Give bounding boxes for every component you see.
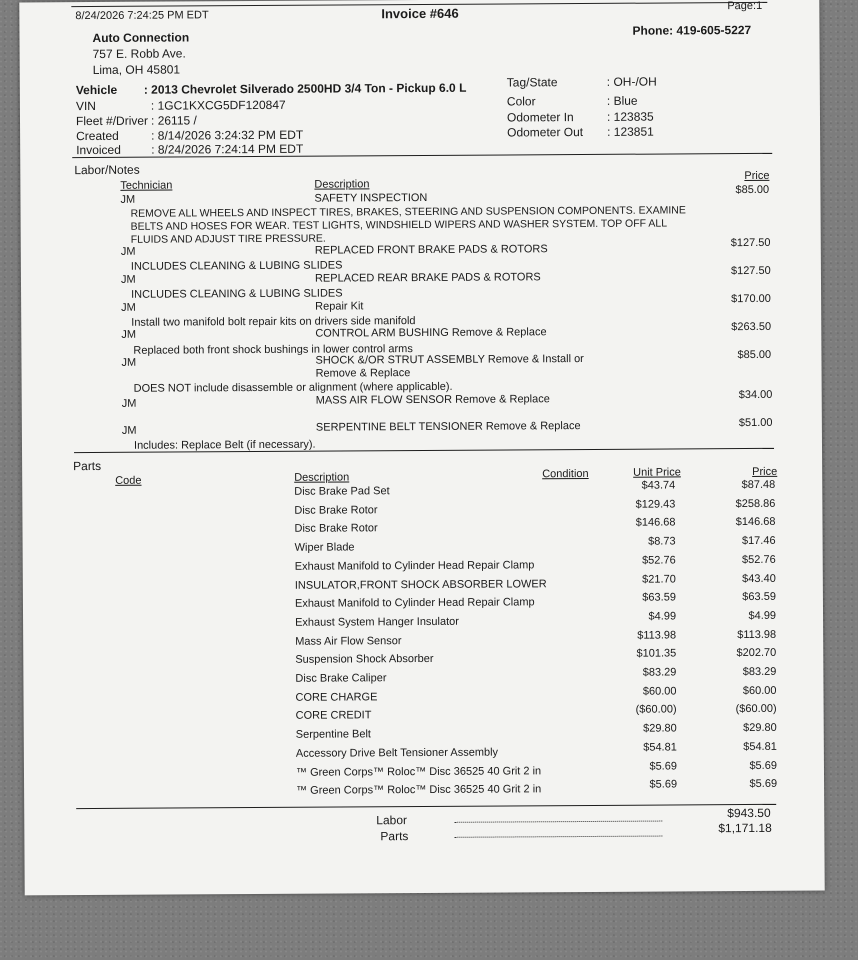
labor-description: REPLACED FRONT BRAKE PADS & ROTORS [314,243,548,257]
part-price: $60.00 [742,684,777,697]
parts-col-price: Price [752,465,778,478]
vin-value: : 1GC1KXCG5DF120847 [150,97,286,113]
part-unit-price: $54.81 [643,741,677,754]
color-value: : Blue [606,93,638,108]
part-description: Suspension Shock Absorber [295,653,434,667]
part-price: $52.76 [742,553,776,566]
part-price: $4.99 [748,609,777,622]
labor-description: SHOCK &/OR STRUT ASSEMBLY Remove & Install or [315,353,584,367]
odometer-in-label: Odometer In [506,110,574,125]
labor-description: REPLACED REAR BRAKE PADS & ROTORS [314,271,541,285]
shop-name: Auto Connection [92,30,190,46]
odometer-out-value: : 123851 [607,124,654,139]
labor-technician: JM [121,301,136,314]
part-unit-price: $4.99 [648,610,677,623]
shop-address-line2: Lima, OH 45801 [92,62,181,78]
part-unit-price: $113.98 [637,629,677,642]
parts-col-unit-price: Unit Price [633,466,681,479]
odometer-in-value: : 123835 [606,109,654,124]
labor-technician: JM [121,356,137,369]
part-description: Accessory Drive Belt Tensioner Assembly [295,746,499,760]
labor-description: MASS AIR FLOW SENSOR Remove & Replace [315,393,550,407]
vin-label: VIN [75,98,96,114]
odometer-out-label: Odometer Out [507,125,584,140]
part-unit-price: $60.00 [642,685,677,698]
fleet-label: Fleet #/Driver [75,113,149,129]
print-datetime: 8/24/2026 7:24:25 PM EDT [75,9,209,23]
parts-divider [76,804,776,809]
fleet-value: : 26115 / [150,113,197,128]
labor-note: REMOVE ALL WHEELS AND INSPECT TIRES, BRAKES, STEERING AND SUSPENSION COMPONENTS. EXAMINE BELTS AND HOSES FOR WEAR. TEST LIGHTS, WINDSHIELD WIPERS AND WASHER SYSTEM. TOP OFF ALL FLUIDS AND ADJUST TIRE PRESSURE. [130,204,686,246]
parts-total-value: $1,171.18 [718,820,772,836]
labor-technician: JM [121,424,137,437]
part-description: Wiper Blade [294,541,355,554]
part-description: Mass Air Flow Sensor [295,634,402,648]
vehicle-label: Vehicle [75,82,118,98]
labor-price: $85.00 [735,183,770,197]
parts-section-title: Parts [73,458,102,474]
part-unit-price: $5.69 [649,759,677,773]
labor-description: CONTROL ARM BUSHING Remove & Replace [315,326,547,340]
labor-note: DOES NOT include disassemble or alignment (where applicable). [133,380,453,395]
labor-technician: JM [121,397,137,410]
invoiced-value: : 8/24/2026 7:24:14 PM EDT [151,141,304,157]
invoice-number: Invoice #646 [381,5,459,22]
part-description: Serpentine Belt [295,728,372,741]
part-description: Disc Brake Caliper [295,672,387,685]
part-price: ($60.00) [735,703,777,716]
parts-col-code: Code [115,474,142,487]
labor-note: INCLUDES CLEANING & LUBING SLIDES [130,259,343,273]
labor-technician: JM [120,273,136,286]
labor-technician: JM [120,193,136,206]
vehicle-value: : 2013 Chevrolet Silverado 2500HD 3/4 Ton - Pickup 6.0 L [143,80,467,97]
labor-price: $85.00 [737,348,772,362]
part-description: Disc Brake Rotor [294,503,378,517]
labor-price: $127.50 [730,264,771,278]
part-unit-price: $129.43 [635,498,676,511]
part-description: INSULATOR,FRONT SHOCK ABSORBER LOWER [294,577,547,592]
labor-technician: JM [121,328,137,341]
labor-description-line2: Remove & Replace [315,367,411,380]
labor-price: $263.50 [731,320,772,334]
part-description: CORE CHARGE [295,690,378,704]
shop-phone: Phone: 419-605-5227 [632,22,752,38]
parts-total-leader [454,836,662,838]
part-price: $54.81 [743,740,777,753]
part-description: Disc Brake Rotor [294,522,378,536]
part-description: Exhaust Manifold to Cylinder Head Repair Clamp [294,559,535,573]
labor-description: SERPENTINE BELT TENSIONER Remove & Replace [315,420,581,434]
labor-note: Install two manifold bolt repair kits on drivers side manifold [131,315,416,329]
part-unit-price: $21.70 [642,572,676,586]
labor-note: Replaced both front shock bushings in lower control arms [133,343,413,357]
labor-total-leader [454,821,662,823]
parts-col-condition: Condition [542,467,589,481]
part-price: $202.70 [736,647,777,660]
part-price: $83.29 [742,665,777,679]
labor-col-description: Description [314,178,370,191]
part-description: ™ Green Corps™ Roloc™ Disc 36525 40 Grit 2 in [295,764,542,779]
part-unit-price: $29.80 [643,722,677,735]
invoice-page [19,0,824,895]
shop-address-line1: 757 E. Robb Ave. [92,46,186,62]
part-unit-price: $5.69 [649,778,678,791]
part-price: $5.69 [749,759,777,772]
part-unit-price: ($60.00) [635,703,677,717]
part-description: ™ Green Corps™ Roloc™ Disc 36525 40 Grit 2 in [296,783,542,797]
part-unit-price: $83.29 [642,666,677,679]
part-price: $258.86 [735,497,776,510]
created-label: Created [76,128,119,144]
tag-state-label: Tag/State [506,75,558,90]
part-description: Exhaust System Hanger Insulator [295,615,459,629]
labor-technician: JM [120,245,136,258]
part-description: Disc Brake Pad Set [294,485,390,498]
parts-col-description: Description [294,471,350,484]
labor-description: SAFETY INSPECTION [314,191,428,205]
created-value: : 8/14/2026 3:24:32 PM EDT [151,127,304,143]
part-unit-price: $101.35 [636,647,677,660]
part-price: $87.48 [741,478,776,492]
invoiced-label: Invoiced [76,142,121,158]
labor-price: $127.50 [730,236,771,250]
labor-note: INCLUDES CLEANING & LUBING SLIDES [131,287,343,301]
part-price: $17.46 [741,534,776,548]
part-price: $43.40 [742,572,776,585]
labor-col-price: Price [744,169,770,183]
part-unit-price: $63.59 [642,591,676,604]
part-price: $146.68 [735,516,776,529]
part-unit-price: $43.74 [641,479,676,492]
part-price: $29.80 [743,721,777,735]
part-unit-price: $8.73 [648,535,676,548]
labor-total-value: $943.50 [727,805,771,821]
tag-state-value: : OH-/OH [606,74,657,89]
labor-section-title: Labor/Notes [74,162,140,178]
part-unit-price: $146.68 [635,516,676,530]
part-description: Exhaust Manifold to Cylinder Head Repair Clamp [294,596,535,610]
part-unit-price: $52.76 [642,554,676,567]
labor-total-label: Labor [376,813,408,828]
part-price: $5.69 [749,778,778,791]
part-price: $63.59 [742,591,776,604]
color-label: Color [506,94,536,109]
parts-total-label: Parts [380,829,409,844]
page-number: Page:1 [727,0,763,13]
part-price: $113.98 [737,628,777,641]
labor-price: $51.00 [738,416,773,430]
labor-price: $34.00 [738,388,773,402]
part-description: CORE CREDIT [295,709,372,723]
labor-description: Repair Kit [315,300,364,313]
labor-note: Includes: Replace Belt (if necessary). [133,438,316,452]
labor-col-technician: Technician [120,179,173,192]
labor-price: $170.00 [731,292,771,306]
